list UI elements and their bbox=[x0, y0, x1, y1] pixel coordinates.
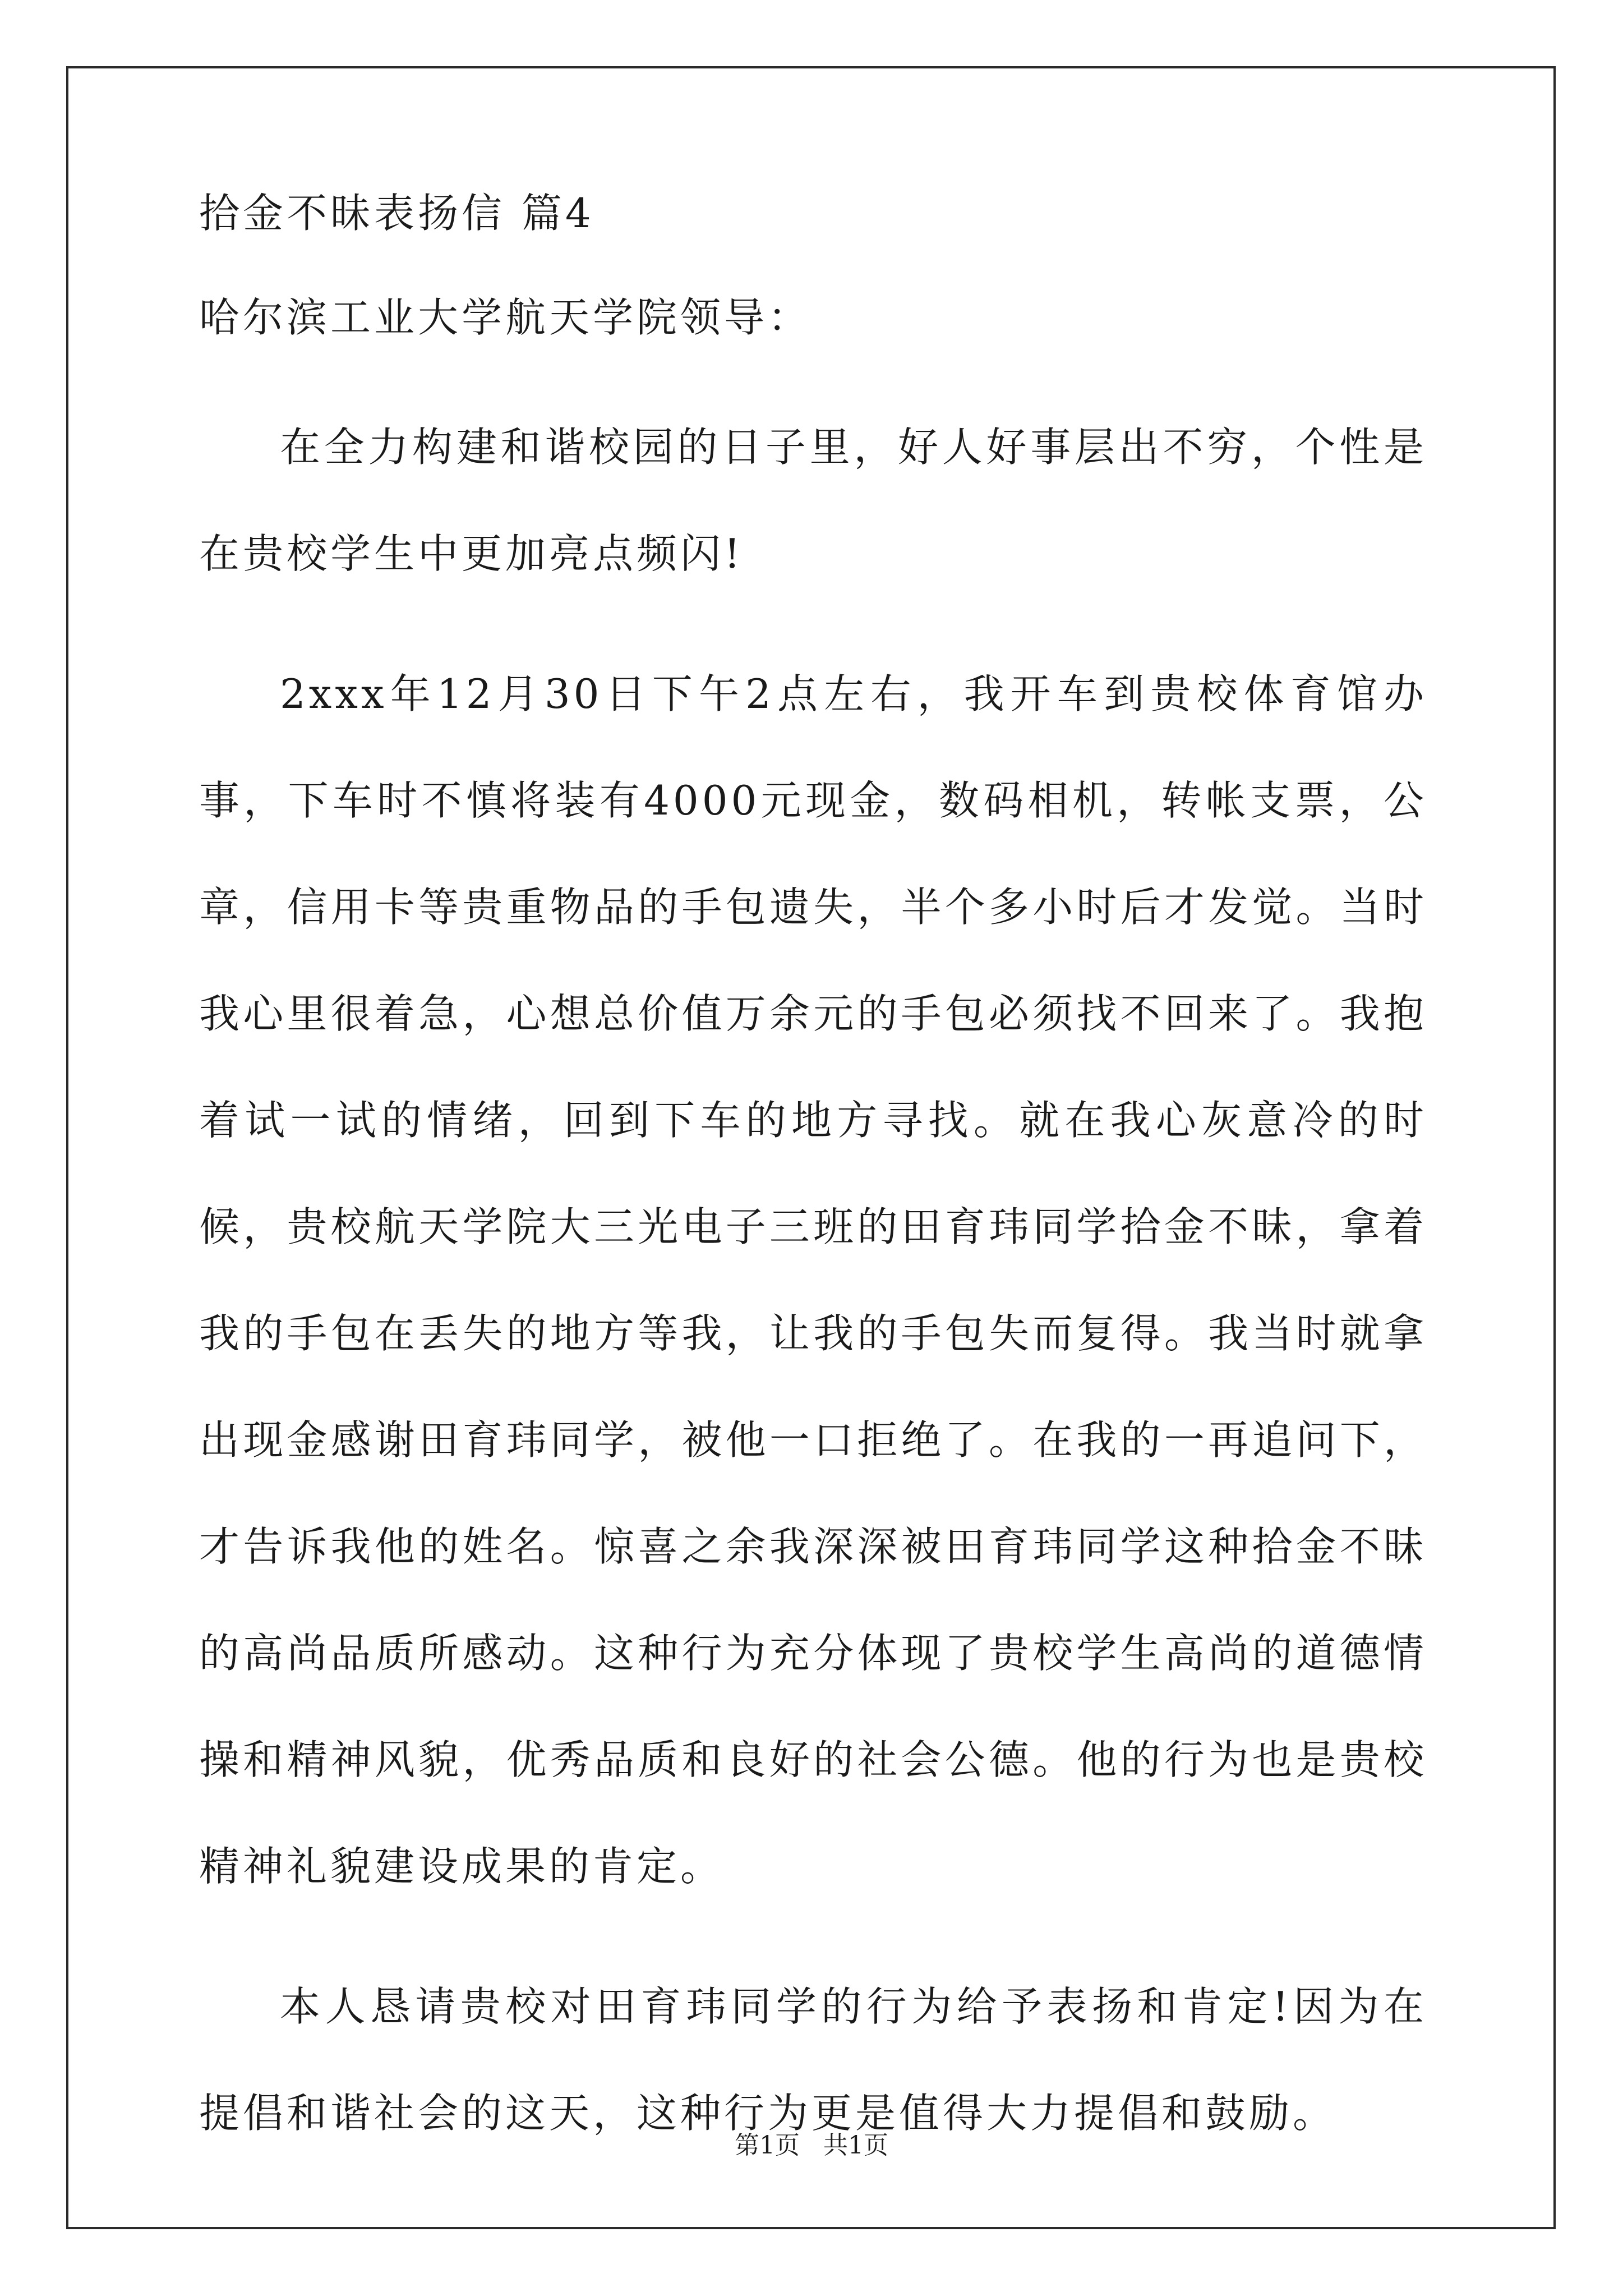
page-footer: 第1页 共1页 bbox=[735, 2131, 888, 2160]
document-heading: 拾金不昧表扬信 篇4 bbox=[199, 190, 594, 237]
salutation: 哈尔滨工业大学航天学院领导： bbox=[199, 294, 812, 341]
paragraph-2: 2xxx年12月30日下午2点左右，我开车到贵校体育馆办事，下车时不慎将装有4000元现金，数码相机，转帐支票，公章，信用卡等贵重物品的手包遗失，半个多小时后才发觉。当时我心里很着急，心想总价值万余元的手包必须找不回来了。我抱着试一试的情绪，回到下车的地方寻找。就在我心灰意冷的时候，贵校航天学院大三光电子三班的田育玮同学拾金不昧，拿着我的手包在丢失的地方等我，让我的手包失而复得。我当时就拿出现金感谢田育玮同学，被他一口拒绝了。在我的一再追问下，才告诉我他的姓名。惊喜之余我深深被田育玮同学这种拾金不昧的高尚品质所感动。这种行为充分体现了贵校学生高尚的道德情操和精神风貌，优秀品质和良好的社会公德。他的行为也是贵校精神礼貌建设成果的肯定。 bbox=[199, 670, 1427, 1890]
paragraph-1: 在全力构建和谐校园的日子里，好人好事层出不穷，个性是在贵校学生中更加亮点频闪! bbox=[199, 424, 1427, 577]
paragraph-3: 本人恳请贵校对田育玮同学的行为给予表扬和肯定!因为在提倡和谐社会的这天，这种行为更是值得大力提倡和鼓励。 bbox=[199, 1983, 1427, 2137]
document-body bbox=[199, 185, 1427, 2200]
